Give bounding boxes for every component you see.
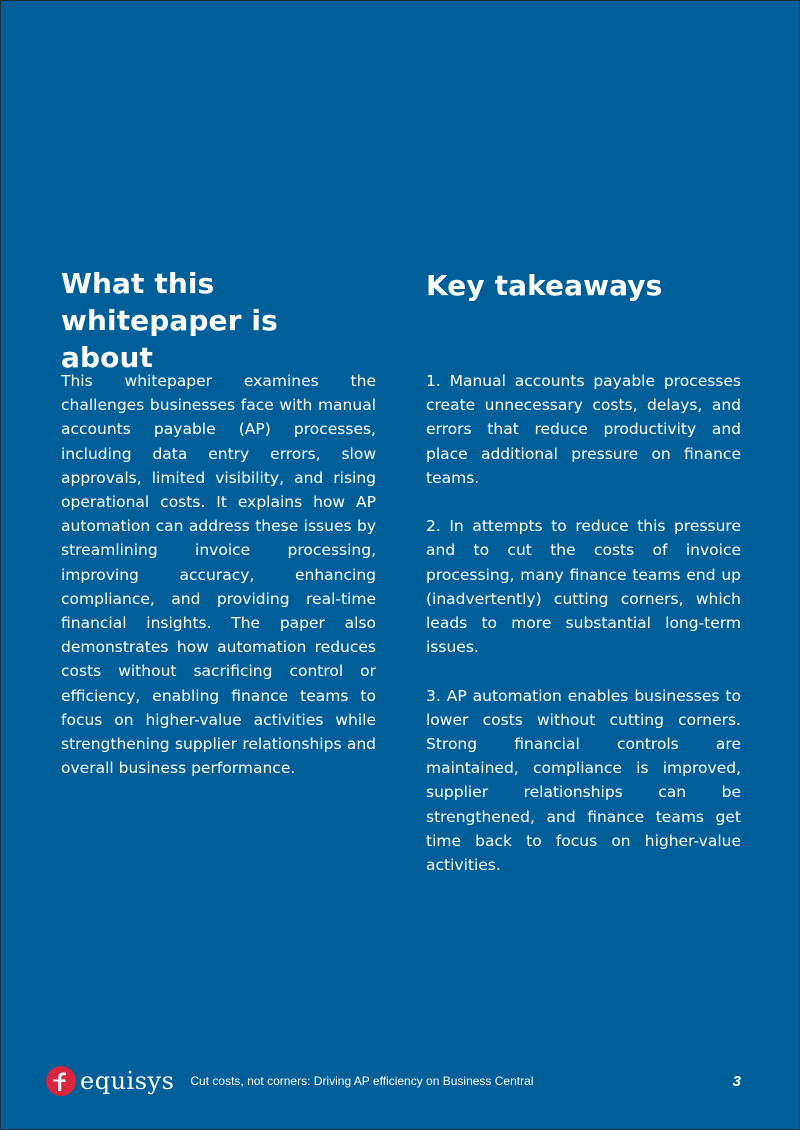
brand-logo-text: equisys bbox=[80, 1067, 175, 1095]
takeaway-item: 3. AP automation enables businesses to lower costs without cutting corners. Strong financial controls are maintained, compliance is improved, supplier relationships can be strengthened, and finance teams get time back to focus on higher-value activities. bbox=[426, 686, 741, 875]
footer-caption: Cut costs, not corners: Driving AP efficiency on Business Central bbox=[190, 1074, 534, 1088]
about-paragraph: This whitepaper examines the challenges businesses face with manual accounts payable (AP) processes, including data entry errors, slow approvals, limited visibility, and rising operational costs. It explains how AP automation can address these issues by streamlining invoice processing, improving accuracy, enhancing compliance, and providing real-time financial insights. The paper also demonstrates how automation reduces costs without sacrificing control or efficiency, enabling finance teams to focus on higher-value activities while strengthening supplier relationships and overall business performance. bbox=[61, 372, 376, 778]
page-footer bbox=[46, 1063, 741, 1099]
section-heading-takeaways: Key takeaways bbox=[426, 269, 663, 302]
key-takeaways-section bbox=[426, 259, 741, 875]
takeaway-item: 2. In attempts to reduce this pressure and to cut the costs of invoice processing, many finance teams end up (inadvertently) cutting corners, which leads to more substantial long-term issues. bbox=[426, 517, 741, 657]
whitepaper-about-section bbox=[61, 259, 376, 778]
takeaways-list bbox=[426, 369, 741, 901]
page-number: 3 bbox=[732, 1072, 741, 1090]
section-heading-about: What this whitepaper is about bbox=[61, 267, 278, 374]
equisys-logo-icon bbox=[46, 1066, 76, 1096]
takeaway-item: 1. Manual accounts payable processes create unnecessary costs, delays, and errors that reduce productivity and place additional pressure on finance teams. bbox=[426, 372, 741, 487]
